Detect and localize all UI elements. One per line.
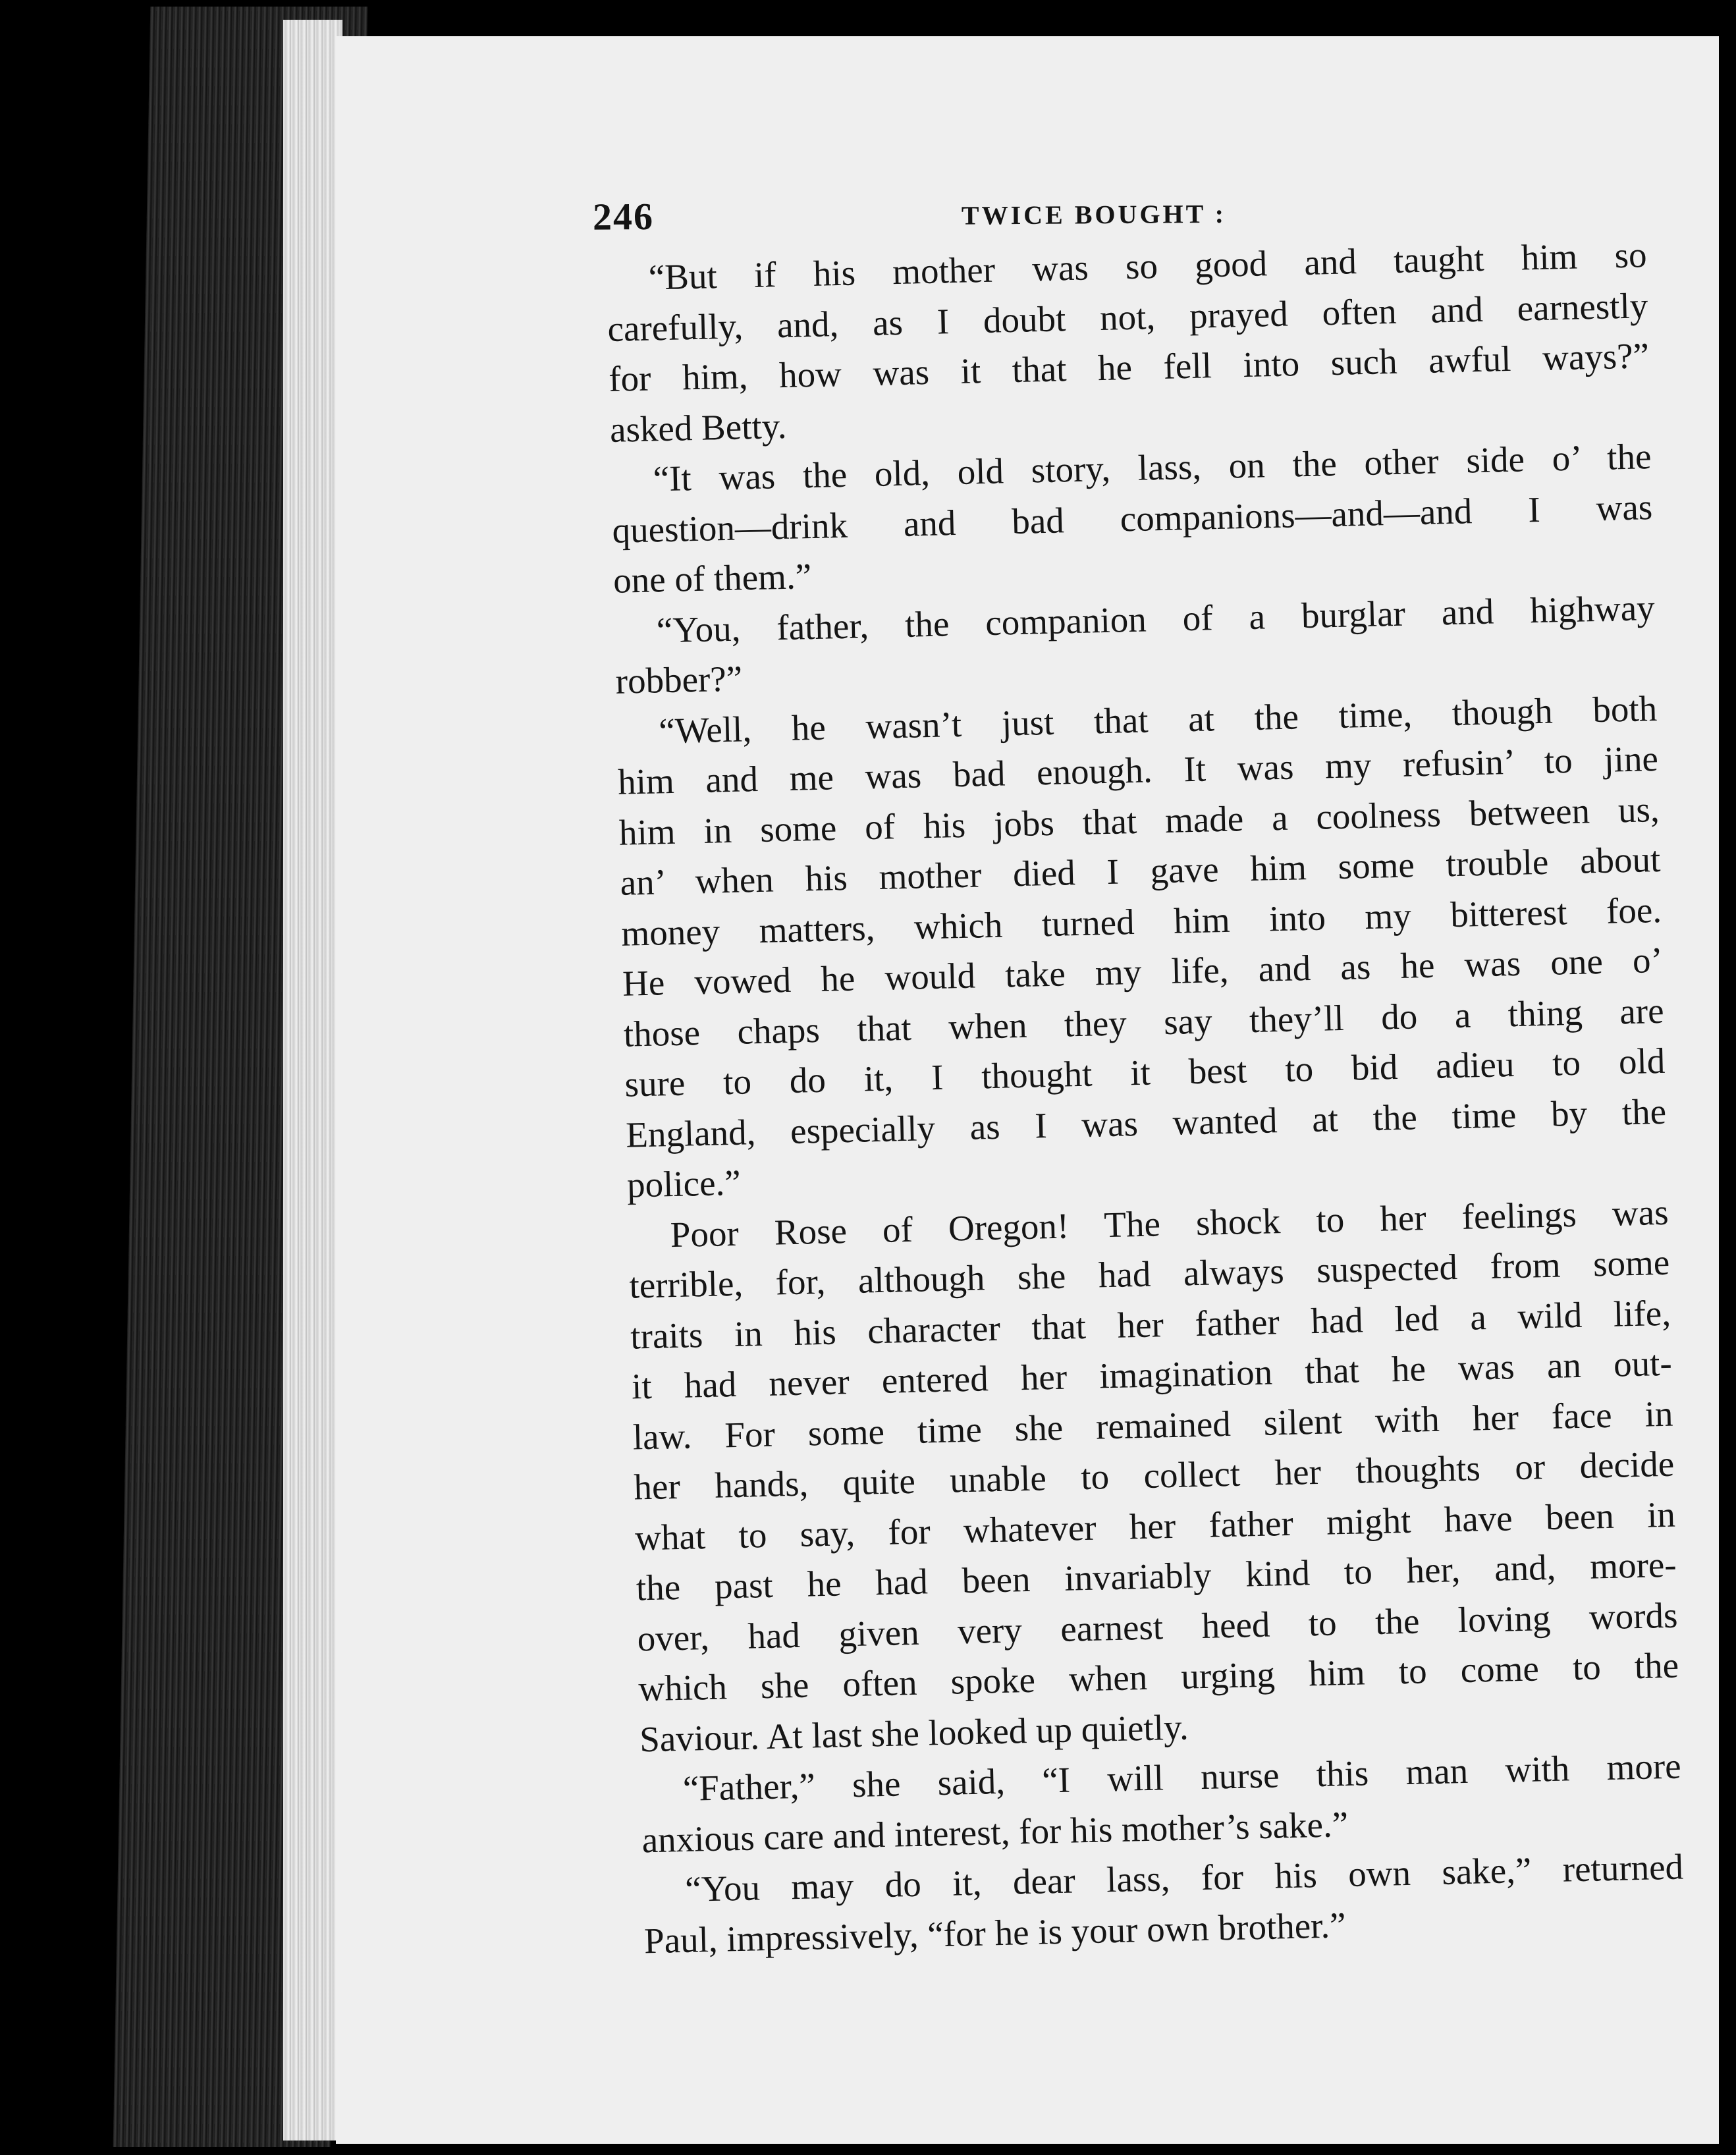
text-line: money matters, which turned him into my bitterest foe. xyxy=(620,889,1662,954)
text-line: one of them.” xyxy=(612,556,812,601)
text-line: anxious care and interest, for his mother’s sake.” xyxy=(641,1803,1349,1860)
text-line: Paul, impressively, “for he is your own brother.” xyxy=(643,1904,1347,1961)
text-line: it had never entered her imagination that he was an out- xyxy=(631,1342,1673,1407)
text-line: the past he had been invariably kind to her, and, more- xyxy=(636,1544,1677,1608)
text-line: carefully, and, as I doubt not, prayed often and earnestly xyxy=(607,285,1648,349)
text-line: those chaps that when they say they’ll do a thing are xyxy=(623,990,1665,1054)
text-line: which she often spoke when urging him to come to the xyxy=(637,1645,1679,1709)
text-line: Poor Rose of Oregon! The shock to her feelings was xyxy=(670,1191,1669,1255)
body-text xyxy=(606,230,1685,1966)
text-line: terrible, for, although she had always suspected from some xyxy=(628,1241,1670,1306)
text-line: “Well, he wasn’t just that at the time, though both xyxy=(658,688,1658,751)
text-line: “You, father, the companion of a burglar and highway xyxy=(656,587,1656,650)
text-line: what to say, for whatever her father might have been in xyxy=(634,1494,1676,1558)
right-border xyxy=(1719,0,1736,2155)
text-line: traits in his character that her father had led a wild life, xyxy=(630,1292,1671,1357)
text-line: “Father,” she said, “I will nurse this man with more xyxy=(682,1745,1682,1809)
text-line: her hands, quite unable to collect her thoughts or decide xyxy=(633,1443,1675,1508)
text-line: “You may do it, dear lass, for his own sake,” returned xyxy=(684,1846,1684,1909)
text-line: for him, how was it that he fell into such awful ways?” xyxy=(608,335,1650,399)
running-head: TWICE BOUGHT : xyxy=(961,198,1227,231)
text-line: him and me was bad enough. It was my refusin’ to jine xyxy=(617,738,1659,802)
text-line: over, had given very earnest heed to the loving words xyxy=(637,1595,1678,1658)
text-line: sure to do it, I thought it best to bid adieu to old xyxy=(624,1040,1666,1105)
text-line: He vowed he would take my life, and as he was one o’ xyxy=(622,939,1664,1004)
text-line: “But if his mother was so good and taught him so xyxy=(648,234,1648,298)
text-line: “It was the old, old story, lass, on the other side o’ the xyxy=(653,436,1652,499)
text-line: Saviour. At last she looked up quietly. xyxy=(639,1706,1189,1759)
text-line: England, especially as I was wanted at the time by the xyxy=(625,1091,1667,1155)
text-line: police.” xyxy=(626,1162,742,1205)
page-number: 246 xyxy=(592,194,655,238)
page-stack xyxy=(283,20,342,2141)
text-line: him in some of his jobs that made a coolness between us, xyxy=(618,788,1660,853)
book-page xyxy=(336,36,1719,2144)
text-line: an’ when his mother died I gave him some trouble about xyxy=(619,838,1661,903)
text-line: question—drink and bad companions—and—and I was xyxy=(611,486,1653,551)
text-line: law. For some time she remained silent with her face in xyxy=(632,1393,1674,1458)
text-line: robber?” xyxy=(615,658,743,701)
text-line: asked Betty. xyxy=(609,405,788,450)
